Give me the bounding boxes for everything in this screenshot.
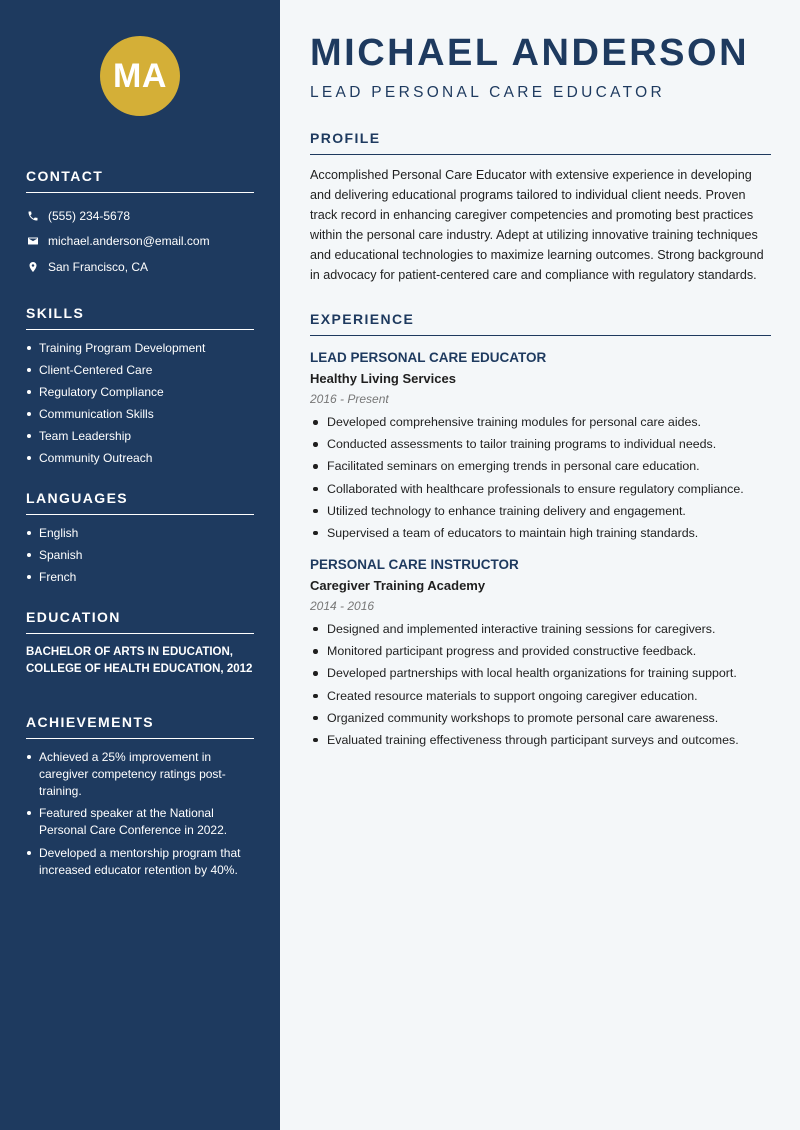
location-pin-icon (26, 260, 39, 273)
experience-heading: EXPERIENCE (310, 311, 771, 336)
contact-email (26, 229, 254, 255)
education-line-1: BACHELOR OF ARTS IN EDUCATION, (26, 645, 233, 658)
phone-text[interactable]: (555) 234-5678 (48, 208, 131, 223)
languages-section (26, 490, 254, 585)
profile-heading: PROFILE (310, 130, 771, 155)
skill-item: Communication Skills (26, 406, 254, 422)
education-heading: EDUCATION (26, 609, 254, 634)
job-dates: 2016 - Present (310, 392, 389, 406)
achievement-item: Developed a mentorship program that increased educator retention by 40%. (26, 845, 254, 879)
email-text[interactable]: michael.anderson@email.com (48, 234, 210, 249)
skill-item: Client-Centered Care (26, 362, 254, 378)
skills-heading: SKILLS (26, 305, 254, 330)
achievement-item: Achieved a 25% improvement in caregiver competency ratings post-training. (26, 749, 254, 800)
main-content (310, 30, 771, 754)
job-duty: Developed partnerships with local health organizations for training support. (310, 665, 771, 681)
education-degree (26, 644, 254, 678)
skill-item: Training Program Development (26, 340, 254, 356)
job-duty: Monitored participant progress and provided constructive feedback. (310, 643, 771, 659)
job-company: Healthy Living Services (310, 371, 456, 386)
achievements-list (26, 749, 254, 879)
job-duties (310, 621, 771, 748)
sidebar (0, 0, 280, 1130)
skill-item: Community Outreach (26, 450, 254, 466)
achievements-heading: ACHIEVEMENTS (26, 714, 254, 739)
job-title: LEAD PERSONAL CARE EDUCATOR (310, 350, 547, 365)
job-duty: Designed and implemented interactive training sessions for caregivers. (310, 621, 771, 637)
job-dates: 2014 - 2016 (310, 598, 375, 613)
profile-text: Accomplished Personal Care Educator with extensive experience in developing and delivering educational programs tailored to individual client needs. Proven track record in enhancing caregiver competencies and promoting best practices within the personal care industry. Adept at utilizing innovative training techniques and educational technologies to maximize learning outcomes. Strong background in advocacy for patient-centered care and compliance with regulatory standards. (310, 168, 764, 282)
job-duty: Facilitated seminars on emerging trends in personal care education. (310, 458, 771, 474)
contact-list (26, 203, 254, 280)
achievements-section (26, 714, 254, 879)
skills-section (26, 305, 254, 466)
skills-list (26, 340, 254, 466)
contact-heading: CONTACT (26, 168, 254, 193)
email-icon (26, 235, 39, 248)
languages-heading: LANGUAGES (26, 490, 254, 515)
job-duty: Evaluated training effectiveness through participant surveys and outcomes. (310, 732, 771, 748)
language-item: Spanish (26, 547, 254, 563)
languages-list (26, 525, 254, 585)
job-duty: Developed comprehensive training modules for personal care aides. (310, 414, 771, 430)
job-entry (310, 350, 771, 541)
candidate-title: LEAD PERSONAL CARE EDUCATOR (310, 84, 665, 101)
location-text: San Francisco, CA (48, 259, 149, 274)
achievement-item: Featured speaker at the National Personal Care Conference in 2022. (26, 805, 254, 839)
contact-phone (26, 203, 254, 229)
language-item: English (26, 525, 254, 541)
job-duty: Organized community workshops to promote personal care awareness. (310, 710, 771, 726)
job-duty: Utilized technology to enhance training delivery and engagement. (310, 503, 771, 519)
job-duty: Collaborated with healthcare professionals to ensure regulatory compliance. (310, 481, 771, 497)
job-entry (310, 557, 771, 748)
experience-section (310, 311, 771, 748)
job-company: Caregiver Training Academy (310, 577, 486, 593)
contact-location (26, 254, 254, 280)
job-duties (310, 414, 771, 541)
job-duty: Supervised a team of educators to maintain high training standards. (310, 525, 771, 541)
candidate-name: MICHAEL ANDERSON (310, 32, 750, 74)
avatar: MA (100, 36, 180, 116)
language-item: French (26, 569, 254, 585)
education-line-2: COLLEGE OF HEALTH EDUCATION, 2012 (26, 662, 253, 675)
job-duty: Conducted assessments to tailor training programs to individual needs. (310, 436, 771, 452)
skill-item: Regulatory Compliance (26, 384, 254, 400)
contact-section (26, 168, 254, 280)
profile-section (310, 130, 771, 285)
job-duty: Created resource materials to support ongoing caregiver education. (310, 688, 771, 704)
job-title: PERSONAL CARE INSTRUCTOR (310, 556, 519, 572)
skill-item: Team Leadership (26, 428, 254, 444)
phone-icon (26, 209, 39, 222)
education-section (26, 609, 254, 678)
